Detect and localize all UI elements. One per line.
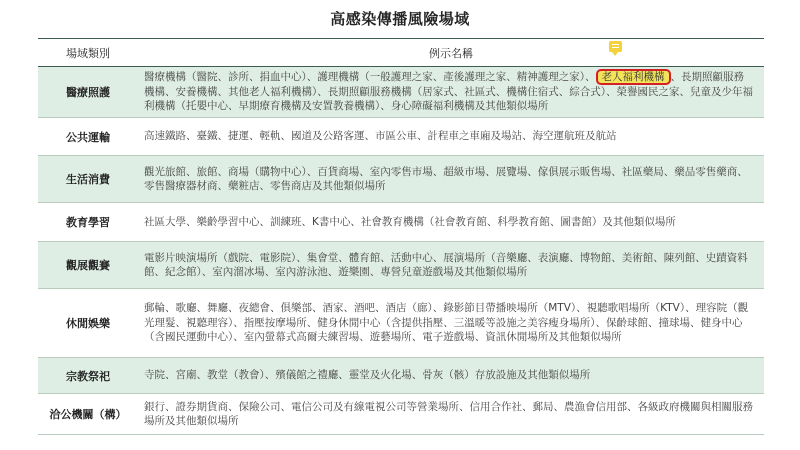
table-header — [38, 38, 764, 67]
row-examples: 觀光旅館、旅館、商場（購物中心）、百貨商場、室內零售市場、超級市場、展覽場、傢俱展示販售場、社區藥局、藥品零售藥商、零售醫療器材商、藥粧店、零售商店及其他類似場所 — [144, 165, 748, 192]
table-row — [38, 289, 764, 358]
row-category: 公共運輸 — [66, 130, 110, 144]
row-category: 休閒娛樂 — [66, 317, 110, 330]
row-examples: 銀行、證券期貨商、保險公司、電信公司及有線電視公司等營業場所、信用合作社、郵局、農漁會信用部、各級政府機關與相關服務場所及其他類似場所 — [144, 400, 753, 427]
page-title: 高感染傳播風險場域 — [330, 10, 470, 28]
table-row — [38, 203, 764, 242]
table-row — [38, 242, 764, 289]
row-category: 洽公機關（構） — [49, 408, 127, 421]
row-category: 醫療照護 — [66, 86, 110, 99]
header-examples: 例示名稱 — [429, 47, 473, 60]
table-row — [38, 67, 764, 118]
row-category: 觀展觀賽 — [66, 259, 110, 272]
table-row — [38, 358, 764, 394]
header-category: 場域類別 — [66, 47, 110, 60]
row-examples: 寺院、宮廟、教堂（教會）、殯儀館之禮廳、靈堂及火化場、骨灰（骸）存放設施及其他類似場所 — [144, 369, 591, 382]
table-row — [38, 394, 764, 435]
row-text-after: 、長期照顧服務機構、安養機構、其他老人福利機構）、長期照顧服務機構（居家式、社區式、機構住宿式、綜合式）、榮譽國民之家、兒童及少年福利機構（托嬰中心、早期療育機構及安置教養機構）、身心障礙福利機構及其他類似場所 — [144, 71, 753, 113]
row-text-before: 醫療機構（醫院、診所、捐血中心）、護理機構（一般護理之家、產後護理之家、精神護理之家）、 — [144, 71, 596, 84]
table-row — [38, 118, 764, 156]
row-category: 宗教祭祀 — [66, 369, 110, 383]
risk-venue-table — [38, 38, 764, 435]
row-examples: 高速鐵路、臺鐵、捷運、輕軌、國道及公路客運、市區公車、計程車之車廂及場站、海空運航班及航站 — [144, 130, 617, 143]
row-examples — [138, 70, 764, 114]
table-row — [38, 156, 764, 203]
comment-icon[interactable] — [609, 41, 622, 52]
row-category: 生活消費 — [66, 173, 110, 186]
row-category: 教育學習 — [66, 216, 110, 229]
row-examples: 電影片映演場所（戲院、電影院）、集會堂、體育館、活動中心、展演場所（音樂廳、表演廳、博物館、美術館、陳列館、史蹟資料館、紀念館）、室內溜冰場、室內游泳池、遊樂園、專營兒童遊戲場及其他類似場所 — [144, 251, 748, 278]
row-examples: 郵輪、歌廳、舞廳、夜總會、俱樂部、酒家、酒吧、酒店（廊）、錄影節目帶播映場所（MTV）、視聽歌唱場所（KTV）、理容院（觀光理髮、視聽理容）、指壓按摩場所、健身休閒中心（含提供指壓、三溫暖等設施之美容瘦身場所）、保齡球館、撞球場、健身中心（含國民運動中心）、室內螢幕式高爾夫練習場、遊藝場所、電子遊戲場、資訊休閒場所及其他類似場所 — [144, 302, 749, 344]
row-examples: 社區大學、樂齡學習中心、訓練班、K書中心、社會教育機構（社會教育館、科學教育館、圖書館）及其他類似場所 — [144, 215, 676, 228]
highlighted-term: 老人福利機構 — [596, 69, 671, 85]
